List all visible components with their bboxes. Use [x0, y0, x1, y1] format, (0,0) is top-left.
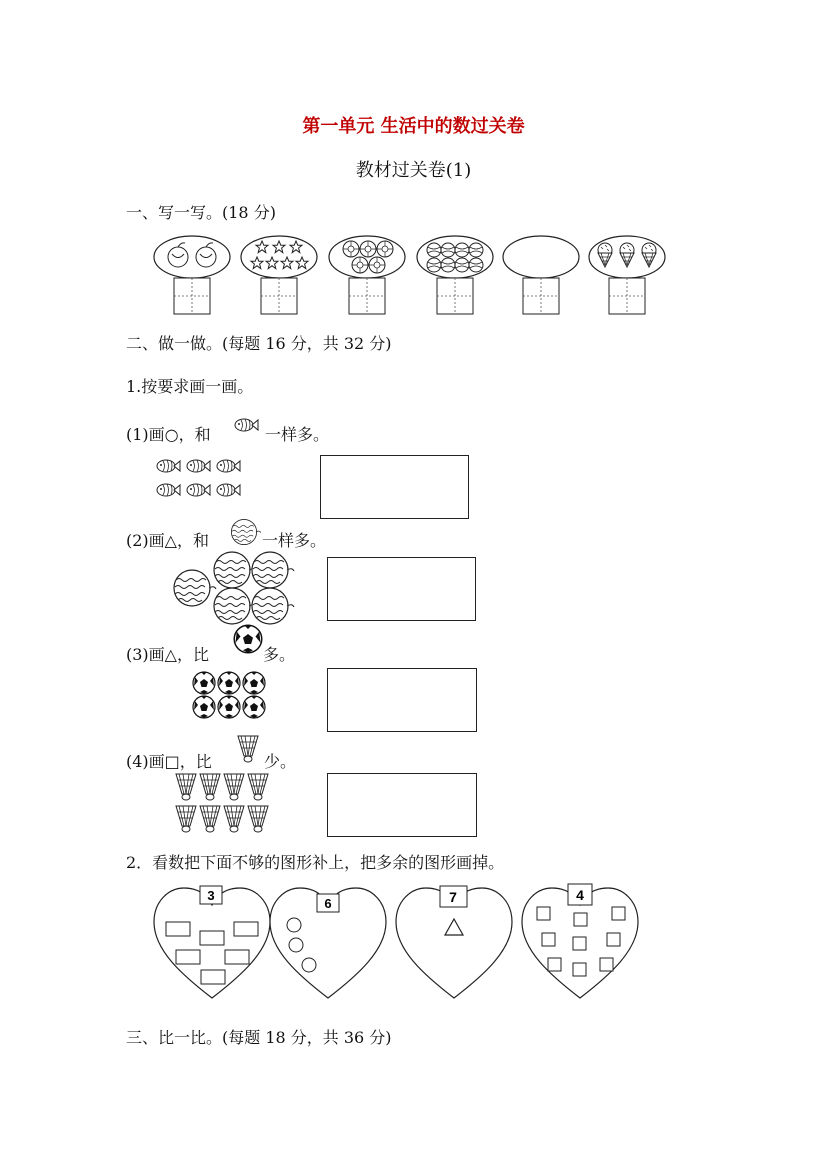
page-subtitle: 教材过关卷(1) — [355, 160, 472, 181]
answer-box-3[interactable] — [327, 668, 477, 732]
part-3-suffix: 多。 — [263, 645, 296, 664]
answer-box-4[interactable] — [327, 773, 477, 837]
part-3-prefix: (3)画△，比 — [126, 645, 209, 664]
part-4-prefix: (4)画□，比 — [126, 752, 212, 771]
question-2-title: 2．看数把下面不够的图形补上，把多余的图形画掉。 — [126, 853, 505, 872]
question-1-title: 1.按要求画一画。 — [126, 377, 254, 396]
page-title: 第一单元 生活中的数过关卷 — [302, 116, 525, 137]
part-1-suffix: 一样多。 — [265, 425, 330, 444]
part-4-suffix: 少。 — [264, 752, 297, 771]
heart-3-number: 7 — [449, 889, 457, 905]
write-count-figure — [0, 0, 827, 330]
ice-cream-icon — [598, 243, 656, 267]
shuttlecock-group — [172, 770, 276, 838]
heart-1-number: 3 — [207, 888, 215, 903]
fish-group — [150, 452, 250, 504]
answer-box-2[interactable] — [327, 557, 476, 621]
soccer-ball-group — [190, 670, 270, 720]
heart-4-number: 4 — [576, 887, 584, 903]
hearts-figure — [0, 880, 827, 1010]
section-2-heading: 二、做一做。(每题 16 分，共 32 分) — [126, 334, 392, 353]
section-3-heading: 三、比一比。(每题 18 分，共 36 分) — [126, 1028, 392, 1047]
watermelon-icon — [230, 516, 264, 548]
fish-icon — [232, 410, 264, 440]
shuttlecock-icon — [234, 732, 266, 766]
part-1-prefix: (1)画○，和 — [126, 425, 211, 444]
soccer-ball-icon — [233, 624, 263, 654]
heart-2-number: 6 — [324, 896, 332, 911]
part-2-prefix: (2)画△，和 — [126, 531, 209, 550]
section-1-heading: 一、写一写。(18 分) — [126, 203, 276, 222]
watermelon-group — [168, 552, 298, 624]
answer-box-1[interactable] — [320, 455, 469, 519]
part-2-suffix: 一样多。 — [262, 531, 327, 550]
